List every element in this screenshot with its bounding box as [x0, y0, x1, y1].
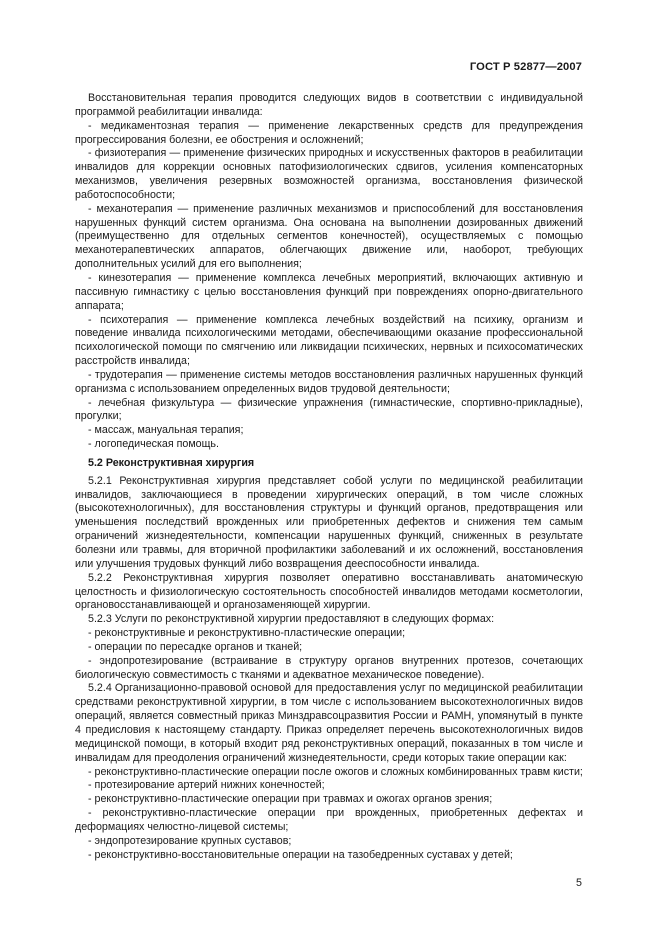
list-item: - реконструктивно-пластические операции после ожогов и сложных комбинированных травм кисти; [88, 765, 583, 778]
paragraph: Восстановительная терапия проводится следующих видов в соответствии с индивидуальной программой реабилитации инвалида: [75, 92, 583, 118]
paragraph: 5.2.1 Реконструктивная хирургия представляет собой услуги по медицинской реабилитации инвалидов, заключающиеся в проведении хирургических операций, в том числе сложных (высокотехнологичных), для восстановления структуры и функций органов, предотвращения или уменьшения последствий врожденных или приобретенных дефектов и снижения тем самым ограничений жизнедеятельности, компенсации нарушенных функций, сниженных в результате болезни или травмы, для вторичной профилактики заболеваний и их осложнений, восстановления или улучшения трудовых функций либо возвращения дееспособности инвалида. [75, 474, 583, 570]
document-body [75, 92, 583, 862]
list-item: - психотерапия — применение комплекса лечебных воздействий на психику, организм и поведение инвалида психологическими методами, обеспечивающими оказание профессиональной психологической помощи по смягчению или ликвидации психических, нервных и психосоматических расстройств инвалида; [75, 313, 583, 368]
document-id: ГОСТ Р 52877—2007 [469, 61, 582, 73]
list-item: - физиотерапия — применение физических природных и искусственных факторов в реабилитации инвалидов для коррекции основных патофизиологических сдвигов, усиления компенсаторных механизмов, увеличения резервных возможностей организма, восстановления физической работоспособности; [75, 147, 583, 201]
paragraph: 5.2.3 Услуги по реконструктивной хирургии предоставляют в следующих формах: [88, 613, 495, 626]
list-item: - эндопротезирование крупных суставов; [88, 834, 292, 847]
list-item: - эндопротезирование (встраивание в структуру органов внутренних протезов, сочетающих биологическую совместимость с тканями и адекватное механическое поведение). [75, 654, 583, 681]
list-item: - реконструктивно-восстановительные операции на тазобедренных суставах у детей; [88, 848, 513, 861]
list-item: - лечебная физкультура — физические упражнения (гимнастические, спортивно-прикладные), прогулки; [75, 396, 583, 423]
list-item: - массаж, мануальная терапия; [88, 424, 244, 437]
list-item: - механотерапия — применение различных механизмов и приспособлений для восстановления нарушенных функций систем организма. Она основана на выполнении дозированных движений (преимущественно для отдельных сегментов конечностей), осуществляемых с помощью механотерапевтических аппаратов, облегчающих движение или, наоборот, требующих дополнительных усилий для его выполнения; [75, 202, 583, 271]
paragraph: 5.2.4 Организационно-правовой основой для предоставления услуг по медицинской реабилитации средствами реконструктивной хирургии, в том числе с использованием высокотехнологичных видов операций, является совместный приказ Минздравсоцразвития России и РАМН, упомянутый в пункте 4 предисловия к настоящему стандарту. Приказ определяет перечень высокотехнологичных видов медицинской помощи, в который входит ряд реконструктивных операций, показанных в том числе и инвалидам для преодоления ограничений жизнедеятельности, среди которых такие операции как: [75, 682, 583, 764]
list-item: - протезирование артерий нижних конечностей; [88, 779, 325, 792]
list-item: - реконструктивно-пластические операции при врожденных, приобретенных дефектах и деформациях челюстно-лицевой системы; [75, 807, 583, 833]
list-item: - кинезотерапия — применение комплекса лечебных мероприятий, включающих активную и пассивную гимнастику с целью восстановления функций при повреждениях опорно-двигательного аппарата; [75, 271, 583, 312]
list-item: - трудотерапия — применение системы методов восстановления различных нарушенных функций организма с использованием определенных видов трудовой деятельности; [75, 368, 583, 395]
list-item: - логопедическая помощь. [88, 438, 219, 451]
section-heading: 5.2 Реконструктивная хирургия [88, 456, 255, 469]
paragraph: 5.2.2 Реконструктивная хирургия позволяет оперативно восстанавливать анатомическую целостность и физиологическую состоятельность способностей инвалидов методами косметологии, органовосстанавливающей и органозаменяющей хирургии. [75, 571, 583, 612]
list-item: - реконструктивно-пластические операции при травмах и ожогах органов зрения; [88, 793, 493, 806]
list-item: - медикаментозная терапия — применение лекарственных средств для предупреждения прогрессирования болезни, ее обострения и осложнений; [75, 119, 583, 146]
list-item: - реконструктивные и реконструктивно-пластические операции; [88, 627, 406, 640]
list-item: - операции по пересадке органов и тканей; [88, 640, 303, 653]
page-number: 5 [576, 877, 582, 889]
